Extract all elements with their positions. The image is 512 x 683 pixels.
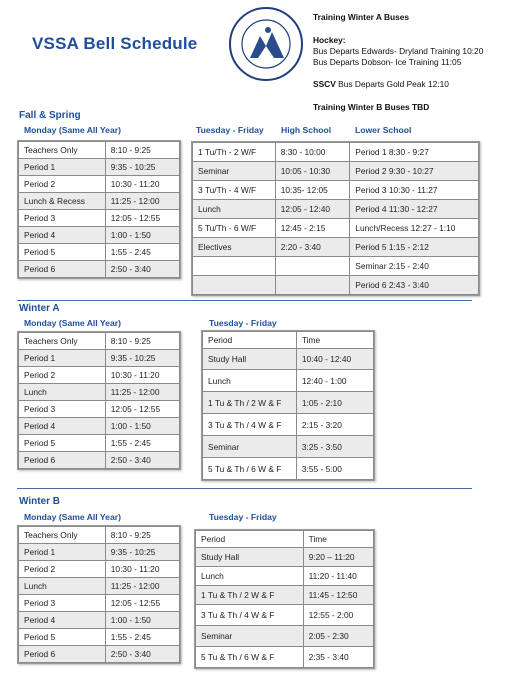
- table-row: [19, 244, 180, 261]
- table-cell: 12:55 - 2:00: [303, 605, 373, 626]
- table-cell: Study Hall: [196, 548, 304, 567]
- page-title: VSSA Bell Schedule: [32, 34, 198, 53]
- table-cell: 12:05 - 12:55: [105, 210, 179, 227]
- table-row: [193, 219, 479, 238]
- table-row: [19, 527, 180, 544]
- table-cell: [275, 257, 350, 276]
- table-cell: 12:05 - 12:40: [275, 200, 350, 219]
- table-row: [19, 333, 180, 350]
- table-cell: 11:25 - 12:00: [105, 578, 179, 595]
- table-cell: 8:30 - 10:00: [275, 143, 350, 162]
- academy-logo: [228, 6, 304, 82]
- fall-spring-heading: Fall & Spring: [19, 110, 81, 121]
- table-row: [19, 176, 180, 193]
- table-cell: [193, 276, 276, 295]
- table-row: [203, 414, 374, 436]
- winter-b-tf-title: Tuesday - Friday: [209, 512, 277, 522]
- table-cell: Period 4: [19, 612, 106, 629]
- table-cell: 1 Tu & Th / 2 W & F: [203, 392, 297, 414]
- table-cell: 3 Tu & Th / 4 W & F: [203, 414, 297, 436]
- table-cell: Lunch: [196, 567, 304, 586]
- table-cell: Time: [296, 332, 373, 349]
- table-cell: Study Hall: [203, 349, 297, 370]
- table-row: [19, 595, 180, 612]
- table-cell: Teachers Only: [19, 527, 106, 544]
- table-cell: 10:05 - 10:30: [275, 162, 350, 181]
- table-cell: 10:40 - 12:40: [296, 349, 373, 370]
- table-row: [19, 544, 180, 561]
- fall-ls-title: Lower School: [355, 125, 412, 135]
- table-row: [19, 401, 180, 418]
- table-cell: 9:35 - 10:25: [105, 544, 179, 561]
- table-cell: Period 5: [19, 629, 106, 646]
- table-cell: 2:50 - 3:40: [105, 646, 179, 663]
- table-cell: Period 3: [19, 210, 106, 227]
- winter-a-monday-title: Monday (Same All Year): [24, 318, 121, 328]
- table-cell: Electives: [193, 238, 276, 257]
- table-cell: Period 2: [19, 367, 106, 384]
- table-cell: 3 Tu/Th - 4 W/F: [193, 181, 276, 200]
- table-cell: Period 2: [19, 176, 106, 193]
- table-cell: Period 3: [19, 595, 106, 612]
- table-cell: 5 Tu & Th / 6 W & F: [203, 458, 297, 480]
- table-cell: Period 6 2:43 - 3:40: [350, 276, 479, 295]
- table-row: [196, 531, 374, 548]
- hockey-bus-line-2: Bus Departs Dobson- Ice Training 11:05: [313, 57, 462, 67]
- table-row: [19, 646, 180, 663]
- table-cell: 11:45 - 12:50: [303, 586, 373, 605]
- winter-a-monday-table: [17, 331, 181, 470]
- winter-b-tf-table: [194, 529, 375, 669]
- table-row: [193, 257, 479, 276]
- table-cell: Seminar: [193, 162, 276, 181]
- table-cell: Period: [196, 531, 304, 548]
- table-cell: Period 6: [19, 646, 106, 663]
- table-row: [19, 367, 180, 384]
- table-row: [196, 567, 374, 586]
- hockey-label: Hockey:: [313, 35, 346, 45]
- table-row: [193, 181, 479, 200]
- table-row: [19, 578, 180, 595]
- table-row: [19, 435, 180, 452]
- table-row: [19, 159, 180, 176]
- hockey-bus-line-1: Bus Departs Edwards- Dryland Training 10:20: [313, 46, 484, 56]
- table-row: [19, 142, 180, 159]
- table-row: [196, 605, 374, 626]
- fall-tf-title: Tuesday - Friday: [196, 125, 264, 135]
- fall-tf-table: [191, 141, 480, 296]
- table-cell: 1:55 - 2:45: [105, 244, 179, 261]
- winter-a-tf-table: [201, 330, 375, 481]
- training-winter-a-buses: Training Winter A Buses: [313, 12, 410, 22]
- table-cell: [275, 276, 350, 295]
- table-row: [19, 261, 180, 278]
- table-cell: 10:30 - 11:20: [105, 367, 179, 384]
- table-cell: 9:35 - 10:25: [105, 159, 179, 176]
- table-cell: Period 1: [19, 544, 106, 561]
- table-row: [19, 612, 180, 629]
- table-cell: Lunch/Recess 12:27 - 1:10: [350, 219, 479, 238]
- table-cell: 12:05 - 12:55: [105, 401, 179, 418]
- table-row: [203, 332, 374, 349]
- table-row: [193, 200, 479, 219]
- training-winter-b-buses: Training Winter B Buses TBD: [313, 102, 430, 112]
- winter-b-monday-table: [17, 525, 181, 664]
- table-cell: Seminar: [196, 626, 304, 647]
- table-cell: Period 4: [19, 418, 106, 435]
- table-cell: Period 2: [19, 561, 106, 578]
- table-cell: Lunch: [19, 578, 106, 595]
- table-cell: 8:10 - 9:25: [105, 333, 179, 350]
- table-cell: Lunch & Recess: [19, 193, 106, 210]
- table-cell: 1:55 - 2:45: [105, 629, 179, 646]
- table-cell: Teachers Only: [19, 333, 106, 350]
- table-cell: 12:40 - 1:00: [296, 370, 373, 392]
- table-cell: 2:15 - 3:20: [296, 414, 373, 436]
- table-cell: 1 Tu/Th - 2 W/F: [193, 143, 276, 162]
- table-cell: Period 3: [19, 401, 106, 418]
- table-cell: Seminar: [203, 436, 297, 458]
- table-row: [203, 458, 374, 480]
- table-cell: 9:20 – 11:20: [303, 548, 373, 567]
- table-cell: 8:10 - 9:25: [105, 142, 179, 159]
- table-cell: 5 Tu & Th / 6 W & F: [196, 647, 304, 668]
- table-row: [203, 349, 374, 370]
- fall-hs-title: High School: [281, 125, 332, 135]
- table-cell: 3:25 - 3:50: [296, 436, 373, 458]
- divider: [17, 488, 472, 489]
- divider: [17, 300, 472, 301]
- table-row: [196, 586, 374, 605]
- table-cell: Period 5: [19, 435, 106, 452]
- table-cell: Lunch: [193, 200, 276, 219]
- table-cell: Period 6: [19, 452, 106, 469]
- table-row: [19, 193, 180, 210]
- winter-b-monday-title: Monday (Same All Year): [24, 512, 121, 522]
- table-cell: 1:05 - 2:10: [296, 392, 373, 414]
- table-row: [19, 210, 180, 227]
- table-cell: 10:30 - 11:20: [105, 176, 179, 193]
- table-cell: 1:00 - 1:50: [105, 612, 179, 629]
- table-cell: 1:00 - 1:50: [105, 227, 179, 244]
- table-cell: 3 Tu & Th / 4 W & F: [196, 605, 304, 626]
- table-cell: Lunch: [19, 384, 106, 401]
- table-cell: 9:35 - 10:25: [105, 350, 179, 367]
- table-row: [193, 276, 479, 295]
- winter-a-tf-title: Tuesday - Friday: [209, 318, 277, 328]
- table-cell: Time: [303, 531, 373, 548]
- table-cell: Period 1 8:30 - 9:27: [350, 143, 479, 162]
- table-cell: Lunch: [203, 370, 297, 392]
- table-row: [203, 436, 374, 458]
- fall-monday-table: [17, 140, 181, 279]
- table-cell: 1 Tu & Th / 2 W & F: [196, 586, 304, 605]
- winter-a-heading: Winter A: [19, 303, 60, 314]
- table-row: [203, 392, 374, 414]
- table-cell: Period 1: [19, 350, 106, 367]
- table-cell: 11:25 - 12:00: [105, 384, 179, 401]
- table-cell: 12:05 - 12:55: [105, 595, 179, 612]
- table-row: [196, 548, 374, 567]
- table-cell: 5 Tu/Th - 6 W/F: [193, 219, 276, 238]
- table-cell: 2:50 - 3:40: [105, 261, 179, 278]
- table-row: [19, 384, 180, 401]
- table-cell: 11:20 - 11:40: [303, 567, 373, 586]
- table-cell: Period 4: [19, 227, 106, 244]
- table-row: [193, 162, 479, 181]
- table-row: [19, 227, 180, 244]
- table-cell: 2:05 - 2:30: [303, 626, 373, 647]
- table-cell: [193, 257, 276, 276]
- table-cell: 12:45 - 2:15: [275, 219, 350, 238]
- table-row: [203, 370, 374, 392]
- table-cell: 3:55 - 5:00: [296, 458, 373, 480]
- table-row: [19, 561, 180, 578]
- table-cell: 10:35- 12:05: [275, 181, 350, 200]
- table-cell: Period 5 1:15 - 2:12: [350, 238, 479, 257]
- table-cell: Teachers Only: [19, 142, 106, 159]
- table-cell: 1:00 - 1:50: [105, 418, 179, 435]
- table-cell: Period 5: [19, 244, 106, 261]
- table-cell: Period 6: [19, 261, 106, 278]
- table-row: [19, 452, 180, 469]
- table-row: [19, 629, 180, 646]
- table-cell: Period 4 11:30 - 12:27: [350, 200, 479, 219]
- table-cell: 8:10 - 9:25: [105, 527, 179, 544]
- table-cell: 2:20 - 3:40: [275, 238, 350, 257]
- table-row: [196, 647, 374, 668]
- table-cell: Period 3 10:30 - 11:27: [350, 181, 479, 200]
- table-cell: Period 2 9:30 - 10:27: [350, 162, 479, 181]
- table-row: [19, 418, 180, 435]
- table-cell: Period 1: [19, 159, 106, 176]
- table-cell: 11:25 - 12:00: [105, 193, 179, 210]
- fall-monday-title: Monday (Same All Year): [24, 125, 121, 135]
- table-row: [19, 350, 180, 367]
- table-row: [193, 143, 479, 162]
- sscv-bus-line: SSCV Bus Departs Gold Peak 12:10: [313, 79, 449, 89]
- table-cell: Seminar 2:15 - 2:40: [350, 257, 479, 276]
- table-cell: 1:55 - 2:45: [105, 435, 179, 452]
- winter-b-heading: Winter B: [19, 496, 61, 507]
- table-cell: 10:30 - 11:20: [105, 561, 179, 578]
- table-cell: Period: [203, 332, 297, 349]
- table-row: [196, 626, 374, 647]
- table-cell: 2:35 - 3:40: [303, 647, 373, 668]
- table-row: [193, 238, 479, 257]
- table-cell: 2:50 - 3:40: [105, 452, 179, 469]
